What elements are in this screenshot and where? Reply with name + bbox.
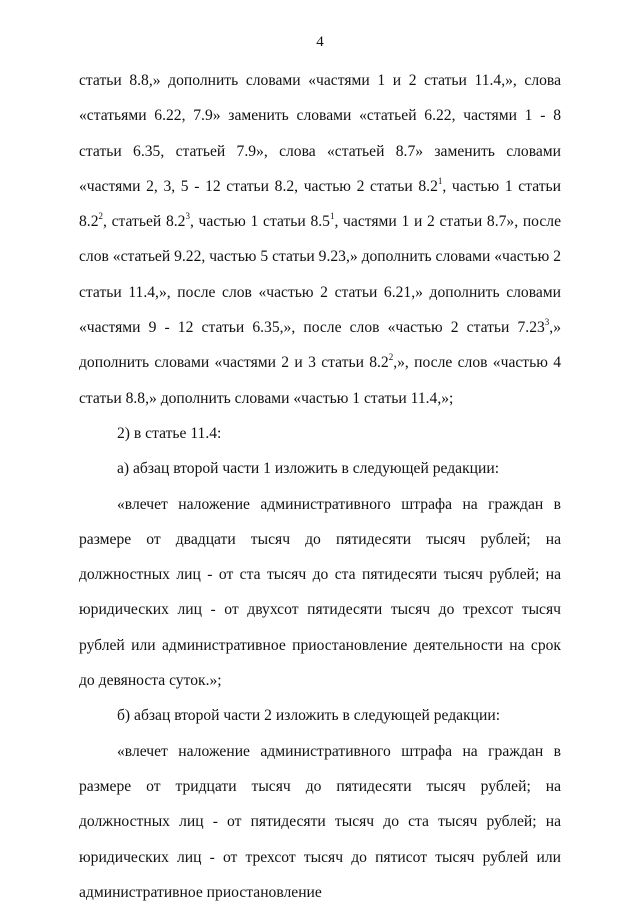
- superscript: 2: [388, 352, 394, 363]
- text-run: статьи 8.8,» дополнить словами «частями 1 и 2 статьи 11.4,», слова «статьями 6.22, 7.9» заменить словами «статьей 6.22, частями 1 - 8 статьи 6.35, статьей 7.9», слова «статьей 8.7» заменить словами «частями 2, 3, 5 - 12 статьи 8.2, частью 2 статьи 8.2: [79, 72, 561, 195]
- document-body: [79, 63, 561, 910]
- superscript: 3: [544, 316, 550, 327]
- text-run: , частью 1 статьи 8.2: [79, 177, 561, 231]
- paragraph-amendment-list: [79, 63, 561, 416]
- paragraph-quote-part-2: «влечет наложение административного штрафа на граждан в размере от тридцати тысяч до пятидесяти тысяч рублей; на должностных лиц - от пятидесяти тысяч до ста тысяч рублей; на юридических лиц - от трехсот тысяч до пятисот тысяч рублей или административное приостановление: [79, 742, 561, 901]
- superscript: 2: [98, 211, 103, 221]
- text-run: , частями 1 и 2 статьи 8.7», после слов «статьей 9.22, частью 5 статьи 9.23,» дополнить словами «частью 2 статьи 11.4,», после слов «частью 2 статьи 6.21,» дополнить словами «частями 9 - 12 статьи 6.35,», после слов «частью 2 статьи 7.23: [79, 213, 561, 337]
- superscript: 1: [437, 175, 443, 186]
- page-number: 4: [316, 34, 324, 50]
- text-run: ,», после слов «частью 4 статьи 8.8,» дополнить словами «частью 1 статьи 11.4,»;: [79, 354, 561, 407]
- superscript: 1: [329, 211, 335, 221]
- text-run: , частью 1 статьи 8.5: [189, 213, 330, 231]
- text-run: ,» дополнить словами «частями 2 и 3 статьи 8.2: [79, 319, 561, 372]
- paragraph-article-11-4: 2) в статье 11.4:: [117, 424, 222, 442]
- paragraph-subpoint-b: б) абзац второй части 2 изложить в следующей редакции:: [117, 707, 501, 725]
- paragraph-quote-part-1: «влечет наложение административного штрафа на граждан в размере от двадцати тысяч до пятидесяти тысяч рублей; на должностных лиц - от ста тысяч до ста пятидесяти тысяч рублей; на юридических лиц - от двухсот пятидесяти тысяч до трехсот тысяч рублей или административное приостановление деятельности на срок до девяноста суток.»;: [79, 495, 561, 690]
- paragraph-subpoint-a: а) абзац второй части 1 изложить в следующей редакции:: [117, 460, 500, 478]
- text-run: , статьей 8.2: [103, 213, 186, 231]
- superscript: 3: [185, 211, 190, 221]
